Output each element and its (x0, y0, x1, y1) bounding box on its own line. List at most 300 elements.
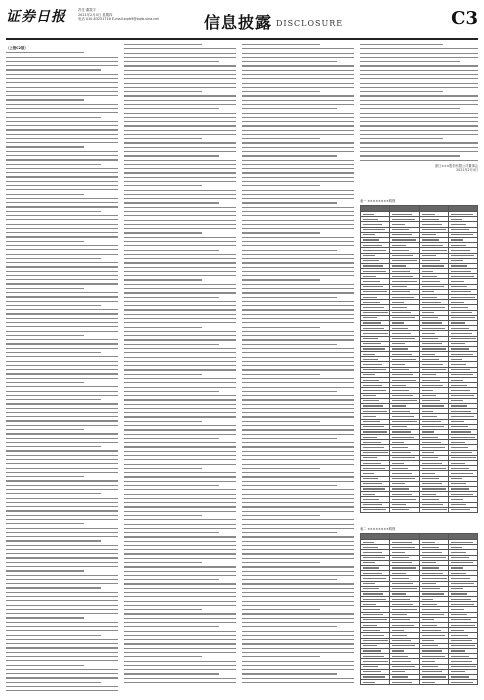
text-line (242, 579, 337, 580)
text-line (124, 613, 236, 614)
text-line (242, 74, 354, 75)
text-line (124, 198, 236, 199)
text-line (6, 442, 118, 443)
text-line (6, 249, 118, 250)
text-line (6, 99, 84, 100)
text-line (360, 74, 478, 75)
text-line (242, 434, 354, 435)
text-line (124, 211, 236, 212)
text-line (124, 254, 236, 255)
text-line (124, 502, 236, 503)
text-line (242, 532, 337, 533)
text-line (6, 416, 118, 417)
text-line (124, 622, 236, 623)
text-line (6, 69, 101, 70)
text-line (242, 622, 354, 623)
text-line (242, 61, 337, 62)
text-line (242, 168, 354, 169)
text-line (242, 472, 354, 473)
signature-company: 浙江×××股份有限公司董事会 (434, 163, 478, 168)
text-line (124, 168, 236, 169)
text-line (124, 134, 236, 135)
text-line (242, 673, 337, 674)
text-line (124, 172, 236, 173)
text-line (242, 309, 354, 310)
text-line (124, 665, 236, 666)
text-line (6, 164, 101, 165)
text-line (242, 318, 354, 319)
text-line (124, 365, 236, 366)
text-line (6, 609, 118, 610)
text-line (6, 138, 118, 139)
text-line (242, 271, 354, 272)
text-line (6, 639, 118, 640)
text-line (124, 579, 219, 580)
issue-meta (78, 8, 198, 22)
text-line (124, 357, 236, 358)
table-cell (448, 507, 477, 512)
text-line (242, 160, 354, 161)
text-line (124, 369, 236, 370)
signature-block (360, 164, 478, 173)
table-cell (419, 507, 448, 512)
text-line (242, 361, 354, 362)
text-line (6, 660, 118, 661)
text-line (6, 438, 118, 439)
text-line (124, 87, 236, 88)
text-line (6, 206, 118, 207)
text-line (242, 528, 354, 529)
text-line (6, 254, 118, 255)
text-line (124, 545, 236, 546)
text-line (242, 412, 354, 413)
text-line (124, 399, 236, 400)
text-line (6, 258, 101, 259)
text-line (6, 506, 118, 507)
text-line (242, 369, 354, 370)
text-line (242, 571, 354, 572)
text-line (6, 450, 118, 451)
text-line (124, 181, 236, 182)
text-line (6, 369, 118, 370)
text-line (6, 429, 84, 430)
text-line (242, 237, 354, 238)
text-line (242, 262, 354, 263)
text-line (124, 378, 236, 379)
text-line (6, 266, 118, 267)
text-line (6, 592, 118, 593)
text-line (242, 643, 354, 644)
text-line (124, 155, 219, 156)
text-line (360, 125, 478, 126)
page-code: C3 (451, 8, 478, 29)
text-line (6, 271, 118, 272)
text-line (124, 164, 236, 165)
text-line (242, 91, 320, 92)
text-line (124, 138, 202, 139)
text-line (242, 279, 320, 280)
text-line (6, 570, 84, 571)
body-text-block (6, 52, 118, 691)
text-line (6, 395, 118, 396)
text-line (360, 100, 478, 101)
text-line (6, 74, 118, 75)
text-line (124, 455, 236, 456)
text-line (242, 558, 354, 559)
text-line (6, 635, 101, 636)
text-line (242, 429, 354, 430)
text-line (6, 579, 118, 580)
text-line (242, 207, 354, 208)
text-line (242, 485, 337, 486)
text-line (242, 464, 354, 465)
text-line (242, 476, 354, 477)
text-line (6, 172, 118, 173)
text-line (124, 412, 236, 413)
text-line (6, 656, 118, 657)
text-line (6, 365, 118, 366)
table-title: 表二 ××××××××明细 (360, 527, 396, 531)
text-line (124, 301, 236, 302)
text-line (242, 172, 354, 173)
text-line (124, 468, 202, 469)
text-line (242, 87, 354, 88)
text-line (6, 652, 118, 653)
text-line (242, 232, 320, 233)
text-line (6, 275, 118, 276)
text-line (242, 305, 354, 306)
text-line (124, 519, 236, 520)
meta-contact: 电话 010-83251716 E-mail:zqrb9@zqrb.sina.net (78, 17, 159, 22)
text-line (6, 82, 118, 83)
text-line (242, 113, 354, 114)
text-line (242, 258, 354, 259)
text-line (124, 515, 202, 516)
text-line (124, 185, 202, 186)
data-table (360, 205, 478, 513)
text-line (6, 677, 118, 678)
text-line (124, 121, 236, 122)
text-line (242, 288, 354, 289)
text-line (242, 519, 354, 520)
text-line (124, 288, 236, 289)
text-line (6, 335, 84, 336)
text-line (6, 181, 118, 182)
text-line (242, 250, 337, 251)
text-line (124, 108, 219, 109)
text-line (124, 575, 236, 576)
text-line (6, 215, 118, 216)
text-line (242, 511, 354, 512)
section-title: 信息披露 (204, 13, 273, 32)
text-line (6, 194, 84, 195)
text-line (124, 232, 202, 233)
text-line (6, 87, 118, 88)
text-line (242, 331, 354, 332)
text-line (124, 494, 236, 495)
text-line (6, 236, 118, 237)
text-line (6, 515, 118, 516)
text-line (242, 352, 354, 353)
meta-editor: 责任 董震宇 (78, 8, 97, 12)
text-line (242, 117, 354, 118)
text-line (124, 65, 236, 66)
text-line (124, 292, 236, 293)
text-line (124, 391, 219, 392)
text-line (124, 506, 236, 507)
text-line (6, 446, 101, 447)
text-line (6, 412, 118, 413)
text-line (124, 279, 202, 280)
text-line (124, 78, 236, 79)
text-line (242, 489, 354, 490)
text-line (124, 250, 219, 251)
text-line (124, 202, 219, 203)
text-line (6, 339, 118, 340)
signature-date: 2021年2月4日 (456, 168, 478, 173)
text-line (124, 207, 236, 208)
text-line (6, 575, 118, 576)
text-line (6, 326, 118, 327)
text-line (6, 211, 101, 212)
text-line (124, 562, 202, 563)
text-line (242, 284, 354, 285)
text-line (6, 403, 118, 404)
text-line (124, 485, 219, 486)
text-line (242, 374, 320, 375)
text-line (124, 258, 236, 259)
text-line (124, 498, 236, 499)
text-line (242, 198, 354, 199)
text-line (360, 130, 478, 131)
text-line (242, 130, 354, 131)
text-line (242, 648, 354, 649)
text-line (360, 147, 478, 148)
text-line (6, 549, 118, 550)
table-cell (419, 680, 448, 685)
text-line (242, 121, 354, 122)
text-line (124, 524, 236, 525)
text-line (6, 690, 118, 691)
text-line (242, 378, 354, 379)
text-line (242, 562, 320, 563)
text-line (6, 463, 118, 464)
text-line (360, 121, 478, 122)
text-line (124, 314, 236, 315)
text-line (242, 541, 354, 542)
text-line (242, 241, 354, 242)
text-line (242, 322, 354, 323)
text-line (6, 489, 118, 490)
text-line (360, 117, 478, 118)
text-line (124, 601, 236, 602)
text-line (242, 635, 354, 636)
text-line (242, 155, 337, 156)
text-line (6, 686, 118, 687)
text-line (242, 211, 354, 212)
text-line (242, 656, 320, 657)
text-line (242, 194, 354, 195)
text-line (360, 160, 478, 161)
text-line (124, 309, 236, 310)
text-line (124, 220, 236, 221)
text-line (6, 557, 118, 558)
text-line (242, 314, 354, 315)
text-line (242, 626, 337, 627)
text-line (242, 78, 354, 79)
header-rule (6, 38, 478, 40)
text-line (6, 159, 118, 160)
text-line (242, 335, 354, 336)
text-line (242, 44, 320, 45)
text-line (6, 129, 118, 130)
text-line (6, 202, 118, 203)
text-line (242, 108, 337, 109)
text-line (124, 267, 236, 268)
text-line (6, 485, 118, 486)
text-line (242, 605, 354, 606)
text-line (242, 100, 354, 101)
text-line (242, 267, 354, 268)
text-line (124, 48, 236, 49)
text-line (242, 228, 354, 229)
text-line (6, 626, 118, 627)
text-line (242, 549, 354, 550)
text-line (6, 382, 84, 383)
newspaper-logo: 证券日报 (6, 9, 66, 25)
text-column-4 (360, 44, 478, 194)
text-line (124, 335, 236, 336)
text-line (124, 125, 236, 126)
text-line (124, 429, 236, 430)
text-line (124, 147, 236, 148)
text-line (360, 155, 460, 156)
body-text-block (360, 44, 478, 161)
text-line (242, 275, 354, 276)
text-line (242, 631, 354, 632)
text-line (360, 87, 478, 88)
text-line (360, 108, 460, 109)
text-line (124, 57, 236, 58)
text-line (242, 652, 354, 653)
text-line (124, 532, 219, 533)
text-line (360, 91, 443, 92)
text-line (124, 425, 236, 426)
text-line (124, 481, 236, 482)
text-line (6, 378, 118, 379)
text-line (124, 652, 236, 653)
text-line (124, 228, 236, 229)
text-line (242, 95, 354, 96)
table-cell (390, 680, 419, 685)
text-line (242, 138, 320, 139)
text-line (242, 399, 354, 400)
text-line (242, 506, 354, 507)
text-line (242, 481, 354, 482)
text-line (6, 425, 118, 426)
text-line (124, 489, 236, 490)
table-row (361, 680, 478, 685)
text-line (6, 322, 118, 323)
text-line (124, 177, 236, 178)
text-line (6, 313, 118, 314)
text-line (6, 155, 118, 156)
text-line (124, 673, 219, 674)
text-line (124, 352, 236, 353)
text-line (6, 613, 118, 614)
text-line (6, 262, 118, 263)
text-line (124, 626, 219, 627)
text-line (242, 301, 354, 302)
text-line (242, 344, 337, 345)
table-cell (361, 507, 390, 512)
text-line (124, 160, 236, 161)
text-line (6, 391, 118, 392)
text-line (6, 386, 118, 387)
text-line (124, 553, 236, 554)
text-line (124, 70, 236, 71)
text-line (242, 425, 354, 426)
text-line (242, 566, 354, 567)
text-line (242, 151, 354, 152)
text-line (242, 545, 354, 546)
text-line (360, 104, 478, 105)
text-line (124, 528, 236, 529)
text-line (124, 130, 236, 131)
text-column-2 (124, 44, 236, 694)
text-line (6, 532, 118, 533)
text-line (242, 404, 354, 405)
text-line (124, 541, 236, 542)
text-line (6, 408, 118, 409)
text-line (6, 245, 118, 246)
text-line (6, 498, 118, 499)
text-line (124, 262, 236, 263)
data-table (360, 533, 478, 685)
table-cell (390, 507, 419, 512)
masthead (6, 4, 478, 38)
text-line (242, 536, 354, 537)
text-line (360, 142, 478, 143)
text-line (6, 536, 118, 537)
text-line (6, 545, 118, 546)
text-line (242, 382, 354, 383)
text-line (6, 399, 101, 400)
text-line (242, 395, 354, 396)
text-line (242, 494, 354, 495)
text-line (242, 297, 337, 298)
text-line (242, 365, 354, 366)
text-line (6, 356, 118, 357)
text-line (242, 592, 354, 593)
text-line (6, 176, 118, 177)
text-line (124, 558, 236, 559)
text-line (6, 57, 118, 58)
text-line (242, 357, 354, 358)
text-line (6, 502, 118, 503)
text-line (124, 648, 236, 649)
table-block-2 (360, 526, 478, 696)
text-line (242, 575, 354, 576)
text-line (124, 100, 236, 101)
text-line (6, 361, 118, 362)
continuation-note: （上接C2版） (6, 46, 28, 50)
text-line (124, 661, 236, 662)
text-line (6, 523, 84, 524)
text-line (124, 344, 219, 345)
text-line (242, 254, 354, 255)
text-line (124, 387, 236, 388)
